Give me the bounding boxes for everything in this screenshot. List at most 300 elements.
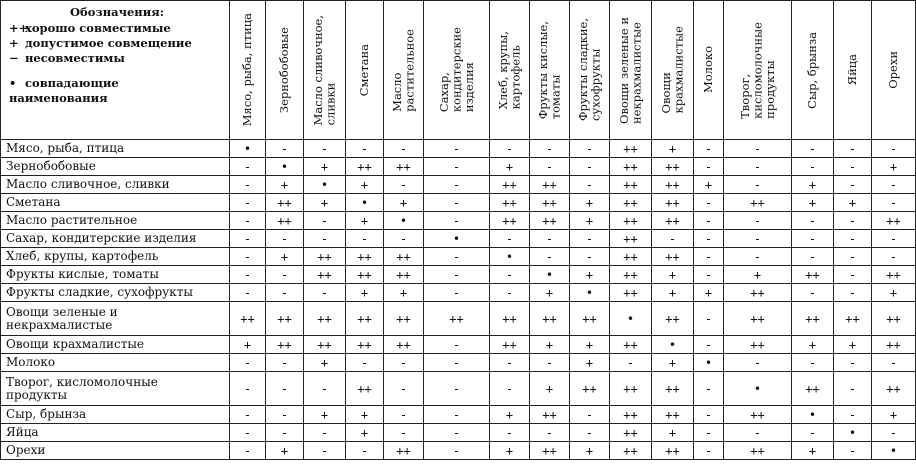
compatibility-cell: ++ — [724, 194, 792, 212]
compatibility-cell: - — [872, 248, 916, 266]
compatibility-cell: - — [834, 248, 872, 266]
compatibility-cell: - — [304, 372, 346, 406]
legend-item-incompatible — [9, 51, 225, 66]
compatibility-cell: - — [304, 140, 346, 158]
compatibility-cell: ++ — [266, 336, 304, 354]
compatibility-cell: ++ — [346, 158, 384, 176]
header-row — [1, 1, 916, 140]
compatibility-cell: + — [384, 194, 424, 212]
compatibility-cell: - — [266, 424, 304, 442]
compatibility-cell: - — [570, 140, 610, 158]
legend-symbol: • — [9, 76, 17, 90]
row-label — [1, 406, 230, 424]
compatibility-cell: - — [230, 372, 266, 406]
compatibility-cell: ++ — [384, 266, 424, 284]
compatibility-cell: ++ — [384, 336, 424, 354]
table-row — [1, 354, 916, 372]
compatibility-cell: ++ — [346, 336, 384, 354]
compatibility-cell: - — [424, 176, 490, 194]
compatibility-cell: + — [652, 284, 694, 302]
compatibility-cell: ++ — [304, 266, 346, 284]
column-header-line: Сахар, — [436, 72, 451, 113]
column-header-line: Овощи зеленые и — [617, 16, 631, 124]
compatibility-cell: ++ — [652, 248, 694, 266]
compatibility-cell: - — [384, 230, 424, 248]
column-header — [230, 1, 266, 140]
compatibility-cell: + — [266, 248, 304, 266]
compatibility-cell: - — [724, 158, 792, 176]
column-header — [424, 1, 490, 140]
compatibility-cell: ++ — [610, 194, 652, 212]
row-label-line: некрахмалистые — [6, 317, 113, 332]
column-header-line: томаты — [548, 74, 563, 120]
column-header — [694, 1, 724, 140]
column-header-label — [660, 26, 685, 113]
compatibility-cell: + — [530, 336, 570, 354]
column-header-line: Творог, — [737, 73, 752, 119]
column-header-label — [312, 15, 337, 125]
row-label-line: Творог, кисломолочные — [6, 374, 158, 389]
compatibility-cell: ++ — [610, 336, 652, 354]
compatibility-cell: + — [834, 336, 872, 354]
row-label-line: Хлеб, крупы, картофель — [6, 249, 159, 263]
compatibility-cell: + — [346, 176, 384, 194]
legend-text: хорошо совместимые — [25, 21, 171, 35]
column-header-label — [537, 21, 562, 119]
column-header-line: Орехи — [886, 51, 901, 89]
compatibility-cell: - — [792, 248, 834, 266]
compatibility-cell: - — [872, 354, 916, 372]
compatibility-cell: - — [570, 406, 610, 424]
compatibility-cell: ++ — [724, 406, 792, 424]
compatibility-cell: + — [792, 442, 834, 460]
compatibility-cell: + — [652, 266, 694, 284]
row-label-line: Масло растительное — [6, 213, 138, 227]
compatibility-cell: - — [230, 266, 266, 284]
compatibility-cell: + — [694, 284, 724, 302]
column-header-line: растительное — [402, 28, 417, 112]
legend-text: несовместимы — [25, 51, 125, 65]
compatibility-cell: • — [872, 442, 916, 460]
column-header — [346, 1, 384, 140]
compatibility-cell: + — [304, 406, 346, 424]
compatibility-cell: - — [834, 140, 872, 158]
compatibility-cell: ++ — [792, 302, 834, 336]
compatibility-cell: • — [530, 266, 570, 284]
column-header-line: Овощи — [659, 72, 673, 114]
column-header — [834, 1, 872, 140]
compatibility-cell: ++ — [384, 158, 424, 176]
compatibility-cell: • — [834, 424, 872, 442]
compatibility-cell: - — [694, 372, 724, 406]
table-row — [1, 406, 916, 424]
column-header-line: продукты — [762, 59, 777, 119]
compatibility-cell: + — [792, 336, 834, 354]
row-label-line: продукты — [6, 387, 68, 402]
compatibility-cell: - — [694, 336, 724, 354]
compatibility-cell: + — [230, 336, 266, 354]
compatibility-cell: ++ — [724, 442, 792, 460]
compatibility-cell: - — [230, 424, 266, 442]
row-label-line: Мясо, рыба, птица — [6, 141, 125, 155]
compatibility-cell: + — [490, 158, 530, 176]
compatibility-cell: - — [872, 176, 916, 194]
compatibility-cell: ++ — [610, 248, 652, 266]
legend-extra-line: наименования — [9, 91, 108, 105]
column-header-line: некрахмалистые — [629, 21, 644, 124]
compatibility-cell: - — [724, 230, 792, 248]
compatibility-cell: - — [694, 266, 724, 284]
compatibility-cell: - — [230, 158, 266, 176]
compatibility-cell: ++ — [530, 442, 570, 460]
column-header — [652, 1, 694, 140]
row-label — [1, 212, 230, 230]
compatibility-cell: ++ — [304, 302, 346, 336]
compatibility-cell: - — [424, 248, 490, 266]
compatibility-cell: + — [570, 336, 610, 354]
compatibility-cell: ++ — [230, 302, 266, 336]
compatibility-cell: ++ — [570, 372, 610, 406]
row-label — [1, 176, 230, 194]
table-row — [1, 194, 916, 212]
row-label-line: Сметана — [6, 195, 61, 209]
compatibility-cell: - — [384, 176, 424, 194]
compatibility-cell: - — [266, 284, 304, 302]
compatibility-cell: • — [724, 372, 792, 406]
compatibility-cell: - — [490, 354, 530, 372]
compatibility-cell: - — [490, 424, 530, 442]
row-label — [1, 230, 230, 248]
row-label-line: Фрукты кислые, томаты — [6, 267, 159, 281]
compatibility-cell: - — [230, 442, 266, 460]
column-header — [304, 1, 346, 140]
compatibility-cell: - — [346, 442, 384, 460]
compatibility-cell: ++ — [792, 266, 834, 284]
compatibility-cell: + — [304, 354, 346, 372]
compatibility-cell: - — [304, 212, 346, 230]
compatibility-cell: ++ — [424, 302, 490, 336]
compatibility-cell: ++ — [490, 176, 530, 194]
compatibility-cell: + — [570, 212, 610, 230]
compatibility-cell: ++ — [652, 158, 694, 176]
compatibility-cell: ++ — [872, 212, 916, 230]
compatibility-cell: - — [266, 230, 304, 248]
compatibility-cell: - — [530, 354, 570, 372]
compatibility-cell: • — [304, 176, 346, 194]
compatibility-cell: - — [490, 230, 530, 248]
compatibility-cell: ++ — [490, 212, 530, 230]
compatibility-cell: + — [792, 176, 834, 194]
compatibility-cell: ++ — [530, 406, 570, 424]
column-header-line: Мясо, рыба, птица — [240, 13, 255, 127]
column-header-line: крахмалистые — [671, 26, 686, 114]
column-header-line: кисломолочные — [750, 21, 765, 119]
compatibility-cell: - — [792, 354, 834, 372]
compatibility-cell: ++ — [610, 442, 652, 460]
compatibility-cell: - — [490, 266, 530, 284]
compatibility-cell: ++ — [652, 212, 694, 230]
compatibility-cell: ++ — [872, 266, 916, 284]
legend-title: Обозначения: — [70, 5, 164, 19]
column-header-line: Яйца — [845, 54, 860, 86]
compatibility-cell: - — [792, 284, 834, 302]
compatibility-cell: - — [834, 354, 872, 372]
compatibility-cell: - — [834, 266, 872, 284]
compatibility-cell: + — [266, 176, 304, 194]
compatibility-cell: - — [872, 424, 916, 442]
row-label — [1, 266, 230, 284]
row-label-line: Сыр, брынза — [6, 407, 87, 421]
legend-text: допустимое совмещение — [25, 36, 192, 50]
column-header-line: Зернобобовые — [277, 26, 292, 114]
table-row — [1, 302, 916, 336]
compatibility-cell: - — [384, 354, 424, 372]
compatibility-cell: + — [266, 442, 304, 460]
column-header-line: сухофрукты — [588, 49, 603, 122]
legend — [1, 1, 230, 140]
compatibility-cell: - — [346, 354, 384, 372]
compatibility-cell: - — [490, 140, 530, 158]
compatibility-cell: - — [230, 194, 266, 212]
compatibility-cell: ++ — [610, 212, 652, 230]
compatibility-cell: + — [694, 176, 724, 194]
compatibility-cell: - — [834, 442, 872, 460]
row-label-line: Масло сливочное, сливки — [6, 177, 170, 191]
row-label — [1, 336, 230, 354]
compatibility-cell: - — [792, 230, 834, 248]
compatibility-cell: - — [530, 140, 570, 158]
legend-spacer — [9, 66, 225, 76]
compatibility-cell: ++ — [872, 302, 916, 336]
compatibility-cell: - — [230, 230, 266, 248]
column-header-line: Масло — [390, 72, 404, 112]
compatibility-cell: ++ — [872, 372, 916, 406]
compatibility-cell: - — [424, 406, 490, 424]
compatibility-cell: + — [652, 354, 694, 372]
compatibility-cell: ++ — [304, 336, 346, 354]
compatibility-cell: ++ — [266, 212, 304, 230]
compatibility-cell: - — [424, 442, 490, 460]
compatibility-cell: - — [834, 406, 872, 424]
compatibility-cell: ++ — [490, 336, 530, 354]
compatibility-cell: ++ — [346, 248, 384, 266]
compatibility-cell: - — [694, 442, 724, 460]
row-label — [1, 302, 230, 336]
column-header-line: Молоко — [701, 46, 716, 94]
column-header-label — [391, 29, 416, 112]
compatibility-cell: - — [610, 354, 652, 372]
table-row — [1, 176, 916, 194]
compatibility-cell: - — [266, 354, 304, 372]
compatibility-cell: - — [266, 372, 304, 406]
compatibility-cell: ++ — [384, 302, 424, 336]
compatibility-cell: + — [530, 372, 570, 406]
compatibility-cell: - — [424, 372, 490, 406]
column-header-label — [438, 27, 476, 112]
compatibility-cell: - — [872, 230, 916, 248]
compatibility-cell: + — [346, 424, 384, 442]
table-row — [1, 284, 916, 302]
compatibility-cell: - — [834, 372, 872, 406]
compatibility-cell: + — [304, 194, 346, 212]
compatibility-cell: + — [384, 284, 424, 302]
column-header — [490, 1, 530, 140]
compatibility-cell: - — [834, 284, 872, 302]
table-row — [1, 158, 916, 176]
legend-item-acceptable — [9, 36, 225, 51]
compatibility-cell: + — [570, 194, 610, 212]
compatibility-cell: - — [570, 230, 610, 248]
compatibility-cell: ++ — [610, 372, 652, 406]
compatibility-cell: ++ — [384, 248, 424, 266]
compatibility-cell: - — [384, 140, 424, 158]
row-label — [1, 354, 230, 372]
compatibility-cell: - — [346, 140, 384, 158]
compatibility-cell: ++ — [652, 372, 694, 406]
column-header-label — [739, 22, 777, 119]
compatibility-cell: ++ — [652, 302, 694, 336]
compatibility-cell: - — [724, 354, 792, 372]
compatibility-cell: - — [724, 248, 792, 266]
compatibility-cell: + — [490, 442, 530, 460]
compatibility-cell: ++ — [652, 442, 694, 460]
compatibility-cell: + — [792, 194, 834, 212]
compatibility-cell: - — [694, 248, 724, 266]
legend-text: совпадающие — [25, 76, 119, 90]
compatibility-cell: ++ — [724, 284, 792, 302]
compatibility-cell: - — [424, 194, 490, 212]
compatibility-cell: - — [490, 372, 530, 406]
column-header-line: изделия — [461, 62, 476, 113]
column-header — [530, 1, 570, 140]
compatibility-cell: ++ — [724, 302, 792, 336]
compatibility-cell: + — [724, 266, 792, 284]
compatibility-cell: ++ — [610, 284, 652, 302]
compatibility-cell: - — [424, 354, 490, 372]
compatibility-cell: - — [652, 230, 694, 248]
compatibility-cell: - — [834, 158, 872, 176]
compatibility-cell: - — [724, 424, 792, 442]
compatibility-cell: ++ — [384, 442, 424, 460]
compatibility-cell: • — [424, 230, 490, 248]
compatibility-cell: - — [424, 140, 490, 158]
compatibility-cell: - — [792, 140, 834, 158]
compatibility-cell: - — [530, 248, 570, 266]
compatibility-cell: - — [384, 406, 424, 424]
compatibility-cell: + — [570, 442, 610, 460]
column-header — [384, 1, 424, 140]
column-header-label — [887, 51, 900, 89]
compatibility-cell: - — [266, 266, 304, 284]
column-header-line: Хлеб, крупы, — [496, 30, 510, 110]
legend-symbol: ++ — [9, 21, 29, 35]
row-label — [1, 284, 230, 302]
compatibility-cell: - — [424, 158, 490, 176]
legend-item-good — [9, 21, 225, 36]
column-header-label — [577, 18, 602, 121]
compatibility-cell: ++ — [530, 176, 570, 194]
compatibility-cell: - — [694, 406, 724, 424]
compatibility-cell: - — [792, 424, 834, 442]
compatibility-cell: - — [792, 158, 834, 176]
column-header-line: Фрукты сладкие, — [576, 18, 590, 122]
compatibility-cell: + — [570, 354, 610, 372]
column-header — [792, 1, 834, 140]
compatibility-cell: + — [834, 194, 872, 212]
compatibility-cell: ++ — [652, 176, 694, 194]
column-header-line: кондитерские — [449, 27, 464, 113]
compatibility-cell: ++ — [266, 194, 304, 212]
compatibility-cell: - — [694, 194, 724, 212]
compatibility-cell: - — [570, 158, 610, 176]
compatibility-cell: + — [652, 140, 694, 158]
compatibility-cell: + — [872, 284, 916, 302]
column-header-label — [618, 17, 643, 124]
row-label-line: Яйца — [6, 425, 39, 439]
compatibility-cell: - — [424, 336, 490, 354]
column-header — [570, 1, 610, 140]
compatibility-cell: - — [230, 284, 266, 302]
table-row — [1, 424, 916, 442]
row-label-line: Орехи — [6, 443, 46, 457]
compatibility-cell: - — [834, 176, 872, 194]
compatibility-cell: • — [384, 212, 424, 230]
compatibility-cell: - — [834, 230, 872, 248]
row-label — [1, 424, 230, 442]
column-header-line: Масло сливочное, — [311, 14, 325, 126]
compatibility-cell: ++ — [834, 302, 872, 336]
compatibility-cell: - — [694, 158, 724, 176]
column-header-line: сливки — [323, 82, 338, 126]
compatibility-cell: + — [346, 284, 384, 302]
compatibility-cell: ++ — [610, 230, 652, 248]
table-row — [1, 248, 916, 266]
table-row — [1, 442, 916, 460]
compatibility-cell: - — [490, 284, 530, 302]
compatibility-cell: - — [384, 372, 424, 406]
compatibility-cell: • — [490, 248, 530, 266]
table-row — [1, 372, 916, 406]
compatibility-cell: - — [346, 230, 384, 248]
row-label — [1, 158, 230, 176]
compatibility-cell: - — [570, 248, 610, 266]
compatibility-cell: ++ — [792, 372, 834, 406]
column-header — [724, 1, 792, 140]
column-header-label — [702, 46, 715, 93]
compatibility-cell: ++ — [652, 194, 694, 212]
column-header — [610, 1, 652, 140]
table-row — [1, 140, 916, 158]
compatibility-cell: • — [694, 354, 724, 372]
compatibility-cell: + — [872, 158, 916, 176]
column-header-label — [497, 31, 522, 109]
compatibility-cell: ++ — [304, 248, 346, 266]
compatibility-cell: ++ — [490, 302, 530, 336]
compatibility-cell: ++ — [266, 302, 304, 336]
table-row — [1, 336, 916, 354]
row-label — [1, 442, 230, 460]
row-label — [1, 140, 230, 158]
row-label — [1, 372, 230, 406]
column-header-label — [278, 27, 291, 113]
compatibility-cell: - — [304, 424, 346, 442]
table-row — [1, 212, 916, 230]
compatibility-cell: + — [530, 284, 570, 302]
compatibility-cell: - — [872, 140, 916, 158]
compatibility-cell: - — [424, 266, 490, 284]
compatibility-cell: - — [530, 158, 570, 176]
column-header-line: картофель — [508, 45, 523, 110]
